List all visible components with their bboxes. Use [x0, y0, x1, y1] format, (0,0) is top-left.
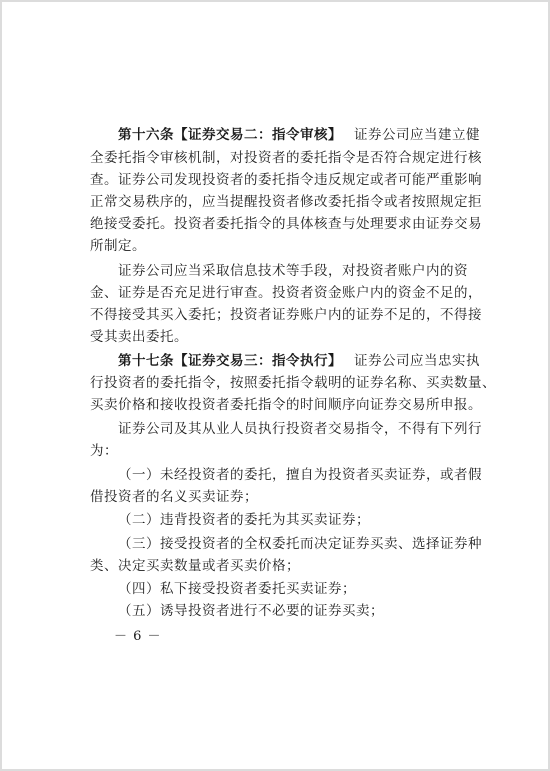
para2-line4: 受其卖出委托。 [90, 329, 188, 345]
article17-first-line [118, 353, 480, 369]
item3-line2: 类、决定买卖数量或者买卖价格； [90, 558, 300, 574]
para4-line2: 为： [90, 443, 118, 459]
article17-text: 证券公司应当忠实执 [354, 353, 480, 369]
para2-line2: 金、证券是否充足进行审查。投资者资金账户内的资金不足的， [90, 285, 482, 301]
article16-text: 证券公司应当建立健 [354, 127, 480, 143]
item3-line1: （三）接受投资者的全权委托而决定证券买卖、选择证券种 [118, 536, 482, 552]
article16-first-line [118, 127, 480, 143]
para2-line3: 不得接受其买入委托；投资者证券账户内的证券不足的，不得接 [90, 307, 482, 323]
item4: （四）私下接受投资者委托买卖证券； [118, 581, 356, 597]
item1-line2: 借投资者的名义买卖证券； [90, 489, 258, 505]
article16-line5: 绝接受委托。投资者委托指令的具体核查与处理要求由证券交易 [90, 216, 482, 232]
item1-line1: （一）未经投资者的委托，擅自为投资者买卖证券，或者假 [118, 467, 482, 483]
para2-line1: 证券公司应当采取信息技术等手段，对投资者账户内的资 [118, 263, 468, 279]
item2: （二）违背投资者的委托为其买卖证券； [118, 512, 370, 528]
article16-line4: 正常交易秩序的，应当提醒投资者修改委托指令或者按照规定拒 [90, 194, 482, 210]
item5: （五）诱导投资者进行不必要的证券买卖； [118, 603, 384, 619]
para4-line1: 证券公司及其从业人员执行投资者交易指令，不得有下列行 [118, 421, 482, 437]
article16-heading: 第十六条【证券交易二：指令审核】 [118, 127, 342, 143]
article17-heading: 第十七条【证券交易三：指令执行】 [118, 353, 342, 369]
page-number: － 6 － [114, 629, 162, 644]
article16-line3: 查。证券公司发现投资者的委托指令违反规定或者可能严重影响 [90, 172, 482, 188]
article17-line2: 行投资者的委托指令，按照委托指令载明的证券名称、买卖数量、 [90, 375, 496, 391]
article17-line3: 买卖价格和接收投资者委托指令的时间顺序向证券交易所申报。 [90, 397, 482, 413]
article16-line6: 所制定。 [90, 238, 146, 254]
article16-line2: 全委托指令审核机制，对投资者的委托指令是否符合规定进行核 [90, 150, 482, 166]
